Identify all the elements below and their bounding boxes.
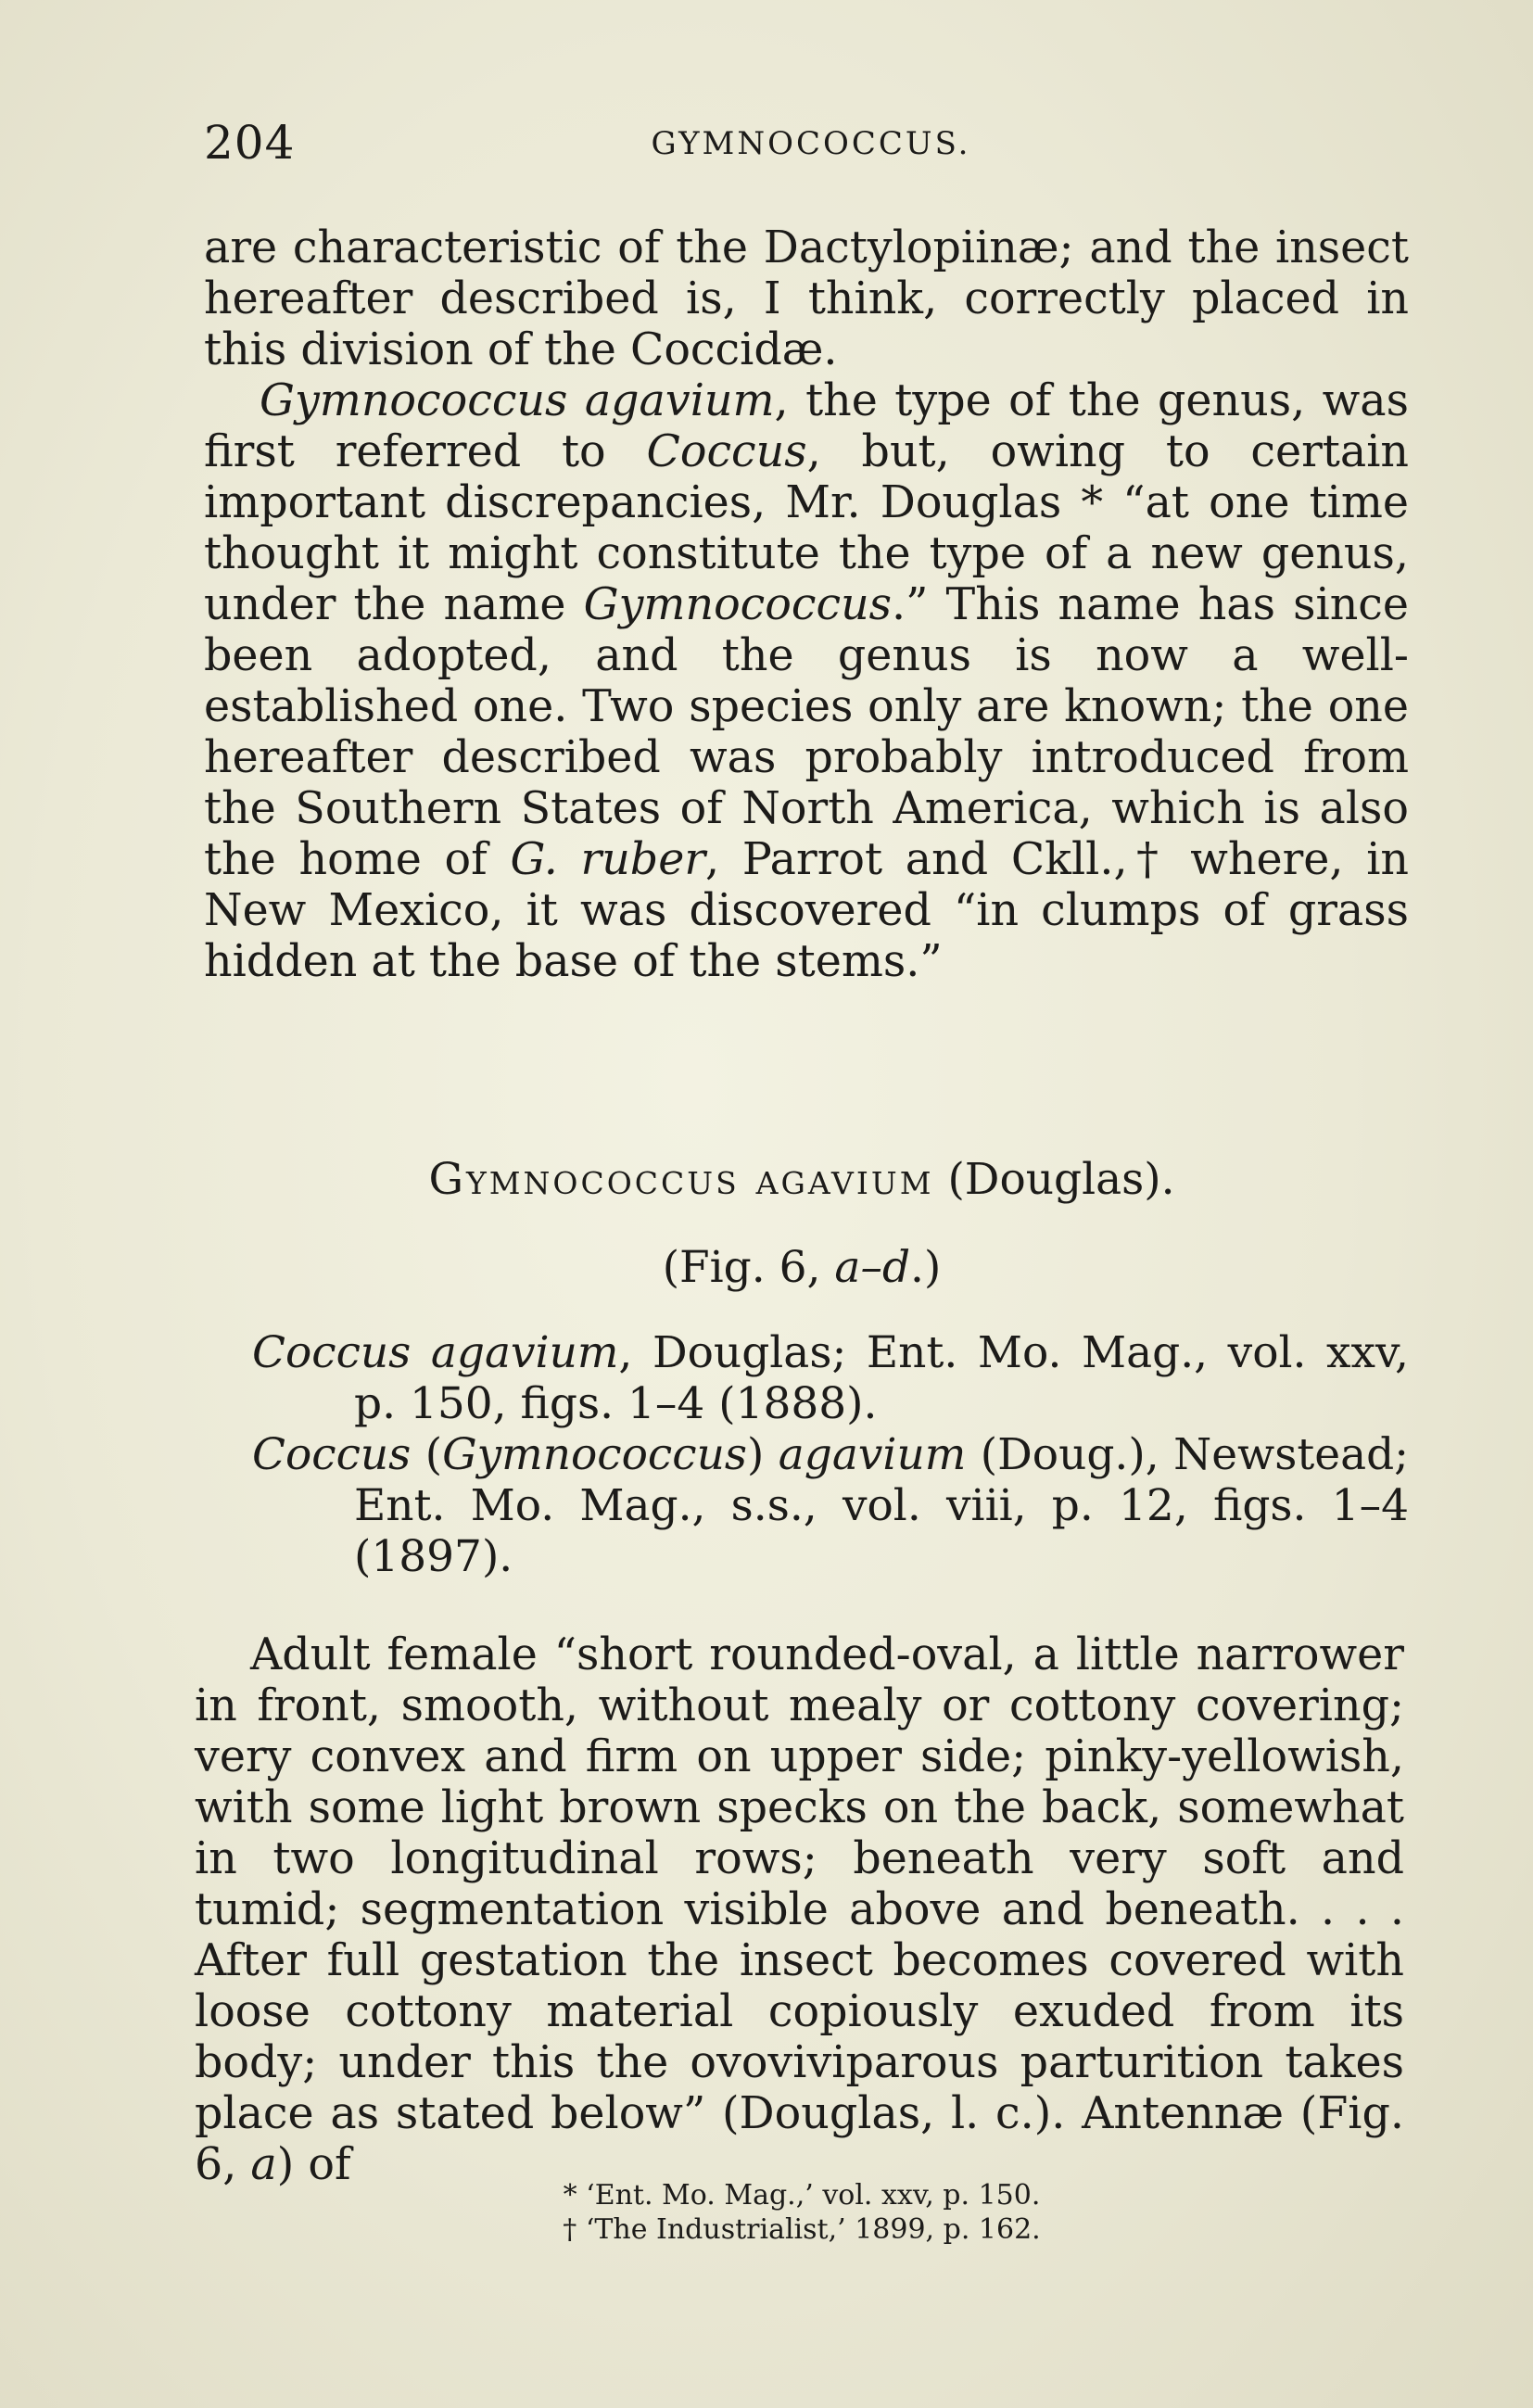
species-heading-author: (Douglas). — [933, 1154, 1175, 1205]
page-number: 204 — [204, 116, 296, 170]
footnote: † ‘The Industrialist,’ 1899, p. 162. — [563, 2213, 1041, 2246]
italic-species-name: Gymnococcus agavium — [260, 375, 775, 426]
footnotes — [185, 2178, 1418, 2247]
synonym-entry: Coccus agavium, Douglas; Ent. Mo. Mag., vol. xxv, p. 150, figs. 1–4 (1888). — [252, 1327, 1409, 1429]
paragraph-genus-history: Gymnococcus agavium, the type of the genus, was first referred to Coccus, but, owing to certain important discrepancies, Mr. Douglas * “at one time thought it might constitute the type of a new genus, under the name Gymnococcus.” This name has since been adopted, and the genus is now a well-established one. Two species only are known; the one hereafter described was probably introduced from the Southern States of North America, which is also the home of G. ruber, Parrot and Ckll.,† where, in New Mexico, it was discovered “in clumps of grass hidden at the base of the stems.” — [204, 375, 1410, 987]
running-title: GYMNOCOCCUS. — [651, 125, 971, 162]
paragraph-adult-female-description: Adult female “short rounded-oval, a little narrower in front, smooth, without mealy or cottony covering; very convex and firm on upper side; pinky-yellowish, with some light brown specks on the back, somewhat in two longitudinal rows; beneath very soft and tumid; segmentation visible above and beneath. . . . After full gestation the insect becomes covered with loose cottony material copiously exuded from its body; under this the ovoviviparous parturition takes place as stated below” (Douglas, l. c.). Antennæ (Fig. 6, a) of — [195, 1629, 1404, 2190]
page-header — [204, 116, 1418, 171]
italic-genus-coccus: Coccus — [646, 426, 807, 477]
italic-genus-gymnococcus: Gymnococcus — [583, 579, 893, 630]
synonym-entry: Coccus (Gymnococcus) agavium (Doug.), Newstead; Ent. Mo. Mag., s.s., vol. viii, p. 12, figs. 1–4 (1897). — [252, 1429, 1410, 1582]
footnote: * ‘Ent. Mo. Mag.,’ vol. xxv, p. 150. — [563, 2179, 1041, 2212]
figure-reference: (Fig. 6, a–d.) — [662, 1242, 942, 1293]
italic-species-ruber: G. ruber — [510, 834, 706, 885]
species-heading-name: Gymnococcus agavium — [428, 1154, 934, 1205]
species-heading — [185, 1154, 1418, 1205]
paragraph-intro-continuation: are characteristic of the Dactylopiinæ; and the insect hereafter described is, I think, correctly placed in this division of the Coccidæ. — [204, 222, 1409, 375]
